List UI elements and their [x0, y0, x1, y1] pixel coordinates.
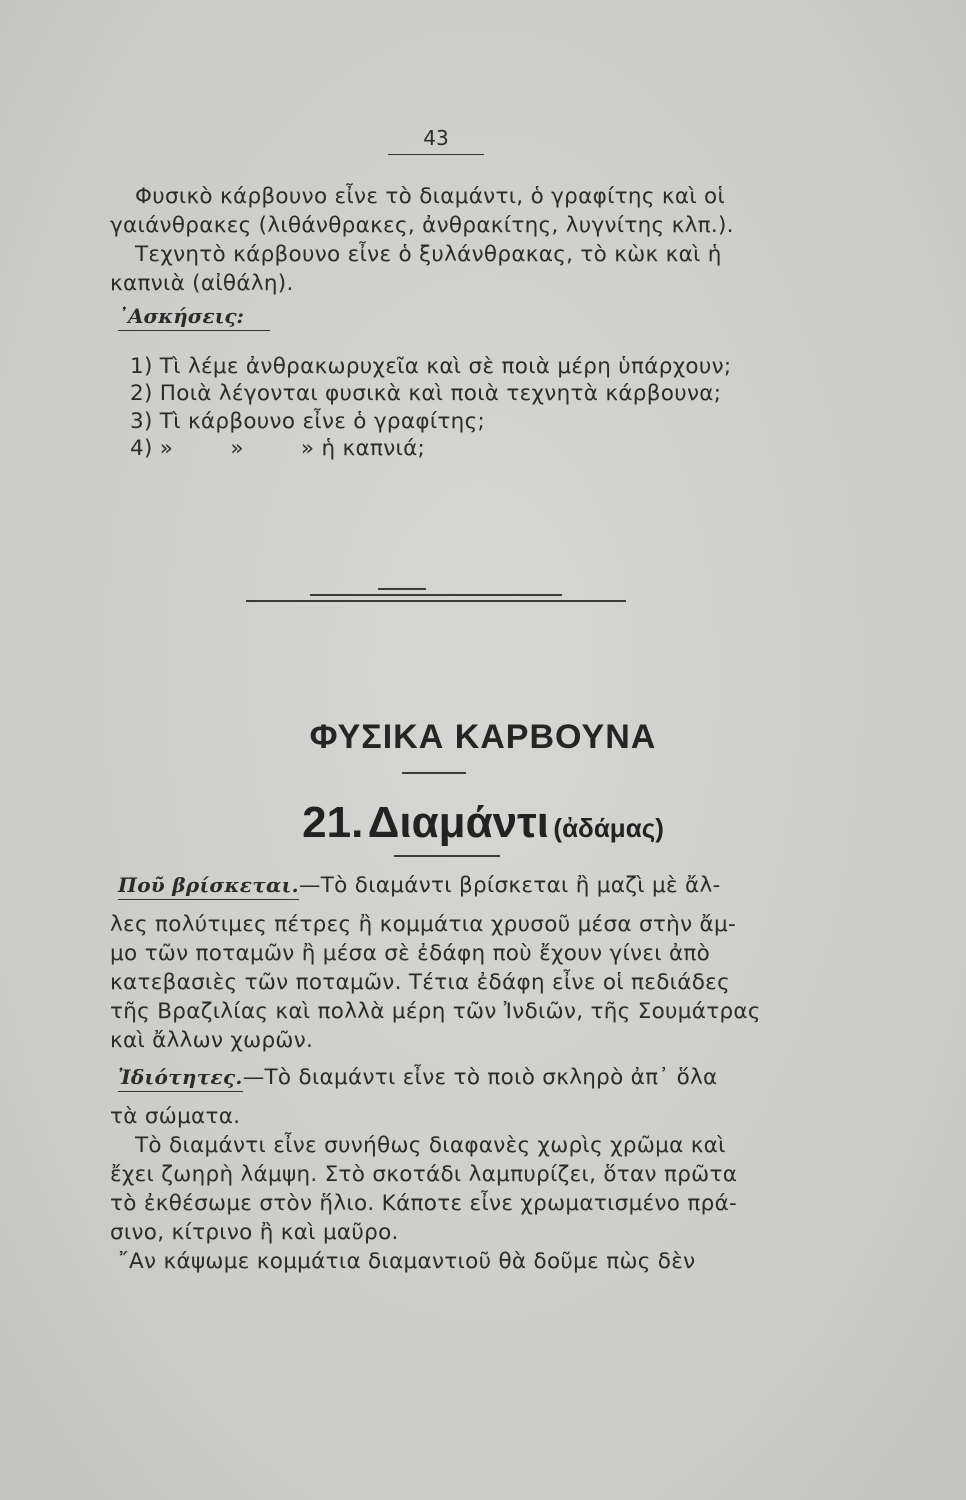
where-found-label: Ποῦ βρίσκεται.	[118, 873, 299, 900]
properties-line-2: τὰ σώματα.	[110, 1104, 241, 1129]
intro-line-1: Φυσικὸ κάρβουνο εἶνε τὸ διαμάντι, ὁ γραφίτης καὶ οἱ	[135, 184, 726, 209]
where-found-line-3: μο τῶν ποταμῶν ἢ μέσα σὲ ἐδάφη ποὺ ἔχουν γίνει ἀπὸ	[110, 941, 711, 966]
exercise-item-4: 4) » » » ἡ καπνιά;	[130, 436, 426, 461]
section-title-underline	[402, 772, 466, 774]
properties-line-7: ῎Αν κάψωμε κομμάτια διαμαντιοῦ θὰ δοῦμε πὼς δὲν	[118, 1249, 696, 1274]
separator-bottom-rule	[246, 600, 626, 602]
exercise-item-3: 3) Τὶ κάρβουνο εἶνε ὁ γραφίτης;	[130, 409, 486, 434]
exercise-item-1: 1) Τὶ λέμε ἀνθρακωρυχεῖα καὶ σὲ ποιὰ μέρη ὑπάρχουν;	[130, 354, 732, 379]
section-title: ΦΥΣΙΚΑ ΚΑΡΒΟΥΝΑ	[309, 718, 657, 756]
where-found-line-5: τῆς Βραζιλίας καὶ πολλὰ μέρη τῶν Ἰνδιῶν, τῆς Σουμάτρας	[110, 999, 761, 1024]
properties-line-5: τὸ ἐκθέσωμε στὸν ἥλιο. Κάποτε εἶνε χρωματισμένο πρά-	[110, 1191, 738, 1216]
intro-line-3: Τεχνητὸ κάρβουνο εἶνε ὁ ξυλάνθρακας, τὸ κὼκ καὶ ἡ	[135, 242, 722, 267]
intro-line-4: καπνιὰ (αἰθάλη).	[110, 271, 294, 296]
page-number: 43	[388, 126, 484, 155]
intro-line-2: γαιάνθρακες (λιθάνθρακες, ἀνθρακίτης, λυγνίτης κλπ.).	[110, 213, 734, 238]
properties-line-3: Τὸ διαμάντι εἶνε συνήθως διαφανὲς χωρὶς χρῶμα καὶ	[135, 1133, 726, 1158]
exercise-item-2: 2) Ποιὰ λέγονται φυσικὰ καὶ ποιὰ τεχνητὰ κάρβουνα;	[130, 381, 722, 406]
properties-label: Ἰδιότητες.	[118, 1065, 243, 1092]
lesson-name: Διαμάντι	[367, 798, 549, 847]
properties-text: —Τὸ διαμάντι εἶνε τὸ ποιὸ σκληρὸ ἀπ᾽ ὅλα	[242, 1065, 718, 1090]
separator-top-rule	[378, 588, 426, 590]
lesson-number: 21.	[302, 798, 364, 847]
where-found-line-4: κατεβασιὲς τῶν ποταμῶν. Τέτια ἐδάφη εἶνε οἱ πεδιάδες	[110, 970, 731, 995]
exercises-heading: ᾽Ασκήσεις:	[118, 304, 270, 331]
properties-first-line	[118, 1063, 718, 1092]
properties-line-4: ἔχει ζωηρὴ λάμψη. Στὸ σκοτάδι λαμπυρίζει, ὅταν πρῶτα	[110, 1162, 738, 1187]
lesson-subtitle: (ἀδάμας)	[553, 813, 664, 843]
where-found-first-line	[118, 871, 721, 900]
where-found-line-6: καὶ ἄλλων χωρῶν.	[110, 1028, 314, 1053]
separator-middle-rule	[310, 594, 562, 596]
lesson-title-underline	[394, 855, 500, 857]
properties-line-6: σινο, κίτρινο ἢ καὶ μαῦρο.	[110, 1220, 399, 1245]
where-found-line-2: λες πολύτιμες πέτρες ἢ κομμάτια χρυσοῦ μέσα στὴν ἄμ-	[110, 912, 737, 937]
where-found-text: —Τὸ διαμάντι βρίσκεται ἢ μαζὶ μὲ ἄλ-	[298, 873, 721, 898]
lesson-title	[0, 798, 966, 848]
